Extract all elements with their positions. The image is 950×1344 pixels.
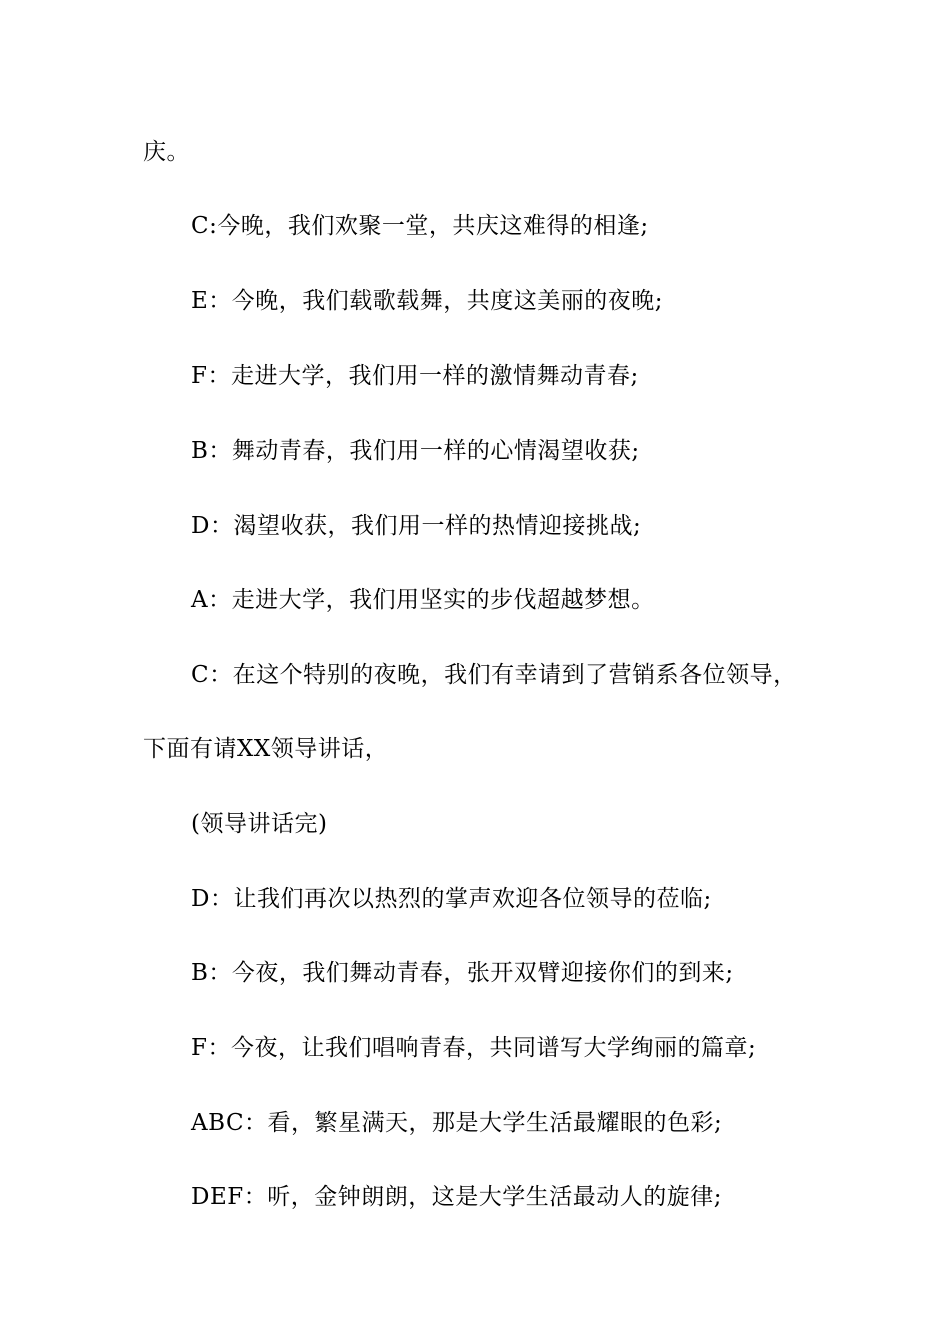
text-line-c-2-cont: 下面有请XX领导讲话， [143, 736, 389, 762]
text-line-d-2: D：让我们再次以热烈的掌声欢迎各位领导的莅临; [191, 886, 712, 912]
text-line-d-1: D：渴望收获，我们用一样的热情迎接挑战; [191, 513, 642, 539]
text-line-continuation: 庆。 [143, 139, 190, 165]
text-line-e-1: E：今晚，我们载歌载舞，共度这美丽的夜晚; [191, 288, 664, 314]
text-line-stage-note: (领导讲话完) [191, 811, 328, 837]
text-line-c-1: C:今晚，我们欢聚一堂，共庆这难得的相逢; [191, 213, 649, 239]
text-line-b-1: B：舞动青春，我们用一样的心情渴望收获; [191, 438, 640, 464]
text-line-c-2: C：在这个特别的夜晚，我们有幸请到了营销系各位领导， [191, 662, 797, 688]
text-line-abc: ABC：看，繁星满天，那是大学生活最耀眼的色彩; [191, 1110, 723, 1136]
text-line-b-2: B：今夜，我们舞动青春，张开双臂迎接你们的到来; [191, 960, 734, 986]
text-line-def: DEF：听，金钟朗朗，这是大学生活最动人的旋律; [191, 1184, 722, 1210]
text-line-a-1: A：走进大学，我们用坚实的步伐超越梦想。 [191, 587, 655, 613]
text-line-f-1: F：走进大学，我们用一样的激情舞动青春; [191, 363, 639, 389]
text-line-f-2: F：今夜，让我们唱响青春，共同谱写大学绚丽的篇章; [191, 1035, 757, 1061]
